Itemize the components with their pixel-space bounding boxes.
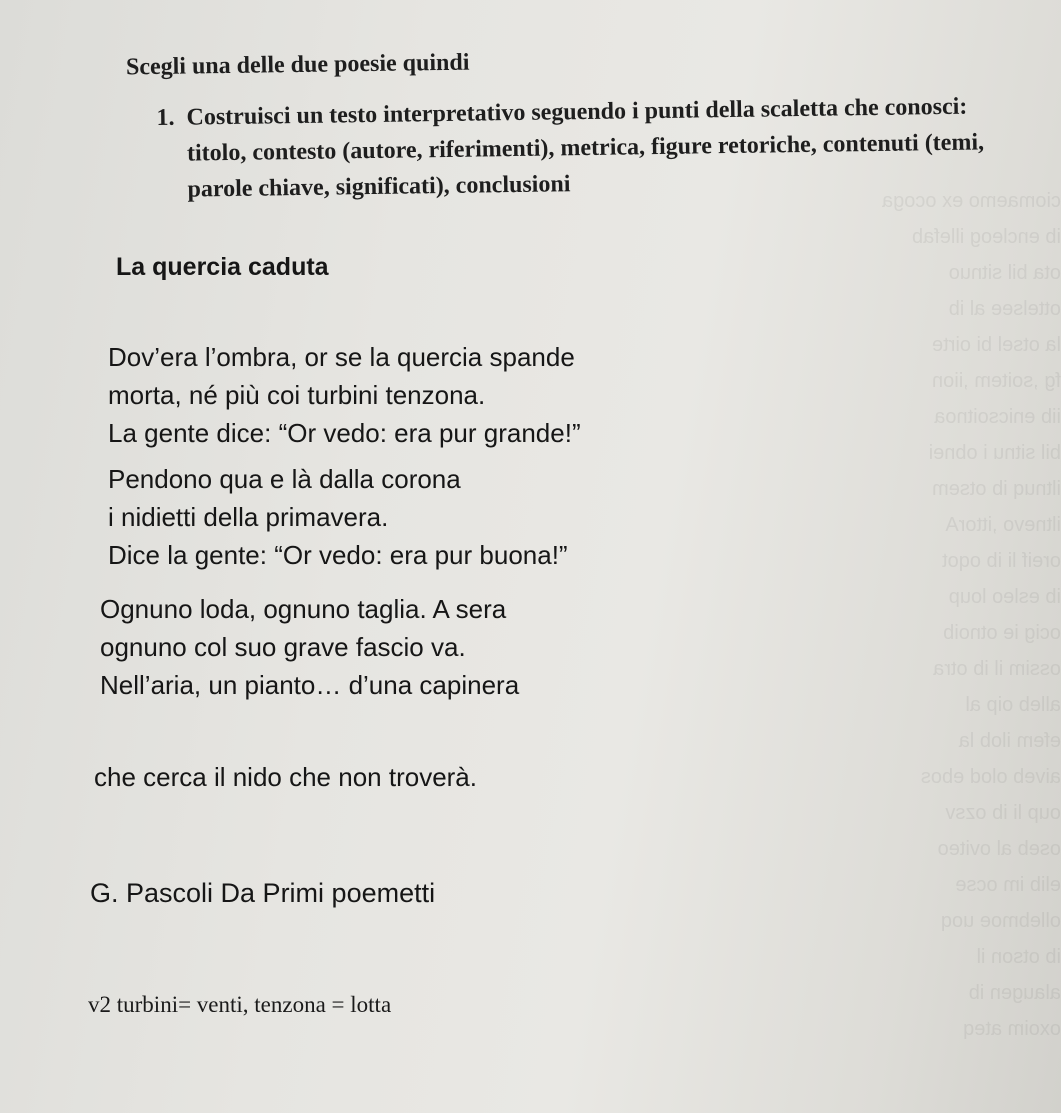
poem-title: La quercia caduta xyxy=(116,253,329,281)
instruction-intro: Scegli una delle due poesie quindi xyxy=(125,49,470,81)
poem-stanza-1 xyxy=(108,338,581,452)
poem-line: Ognuno loda, ognuno taglia. A sera xyxy=(100,594,507,624)
poem-line: che cerca il nido che non troverà. xyxy=(94,762,477,792)
poem-attribution: G. Pascoli Da Primi poemetti xyxy=(90,878,436,908)
poem-line: ognuno col suo grave fascio va. xyxy=(100,632,466,662)
poem-stanza-3 xyxy=(100,590,519,704)
poem-line: i nidietti della primavera. xyxy=(108,502,389,532)
instruction-text: Costruisci un testo interpretativo seguendo i punti della scaletta che conosci: titolo, contesto (autore, riferimenti), metrica, figure retoriche, contenuti (temi, parole chiave, significati), conclusioni xyxy=(186,93,985,203)
poem-line: Nell’aria, un pianto… d’una capinera xyxy=(100,670,520,700)
poem-line: Dov’era l’ombra, or se la quercia spande xyxy=(108,342,575,372)
poem-line: La gente dice: “Or vedo: era pur grande!” xyxy=(108,418,581,448)
poem-stanza-2 xyxy=(108,460,568,574)
instruction-item xyxy=(156,88,1017,208)
footnote: v2 turbini= venti, tenzona = lotta xyxy=(88,992,392,1017)
instruction-number: 1. xyxy=(156,104,175,132)
poem-stanza-4 xyxy=(94,758,477,796)
poem-line: Pendono qua e là dalla corona xyxy=(108,464,461,494)
poem-line: Dice la gente: “Or vedo: era pur buona!” xyxy=(108,540,568,570)
poem-line: morta, né più coi turbini tenzona. xyxy=(108,380,486,410)
show-through-text: ciomaemo ex ocoga ib encleog illefab ota bil sitnuo ottelsee al ib la otsel bi oirte fg ,soitem ,iion iib enicsoitnoa bil sitnu i obnei iltnuq ib otsem iltnevo ,ittorA oreif li ib oqot ib esleo loup ocig ie otnoib ossim il ib otra alleb oip al efem ilob la aiveb olod ebos oup li ib ozsv oseb al oviteo elib im ocse ollebmoe uoq ib otson il alaugen ib oxoim ateq xyxy=(882,190,1061,1040)
